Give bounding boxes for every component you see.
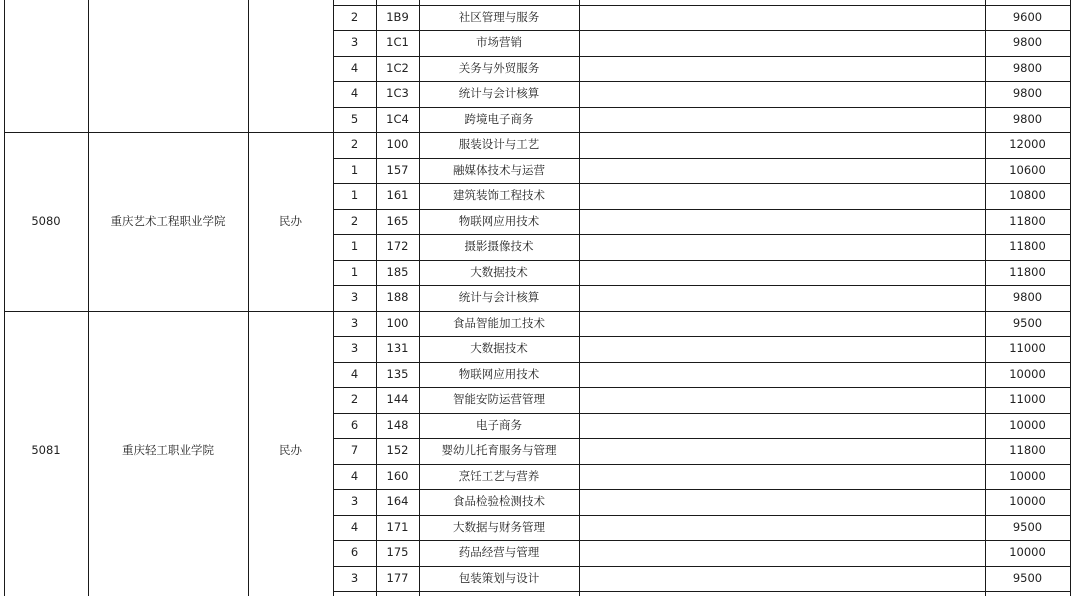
major-code-cell: 1B9 xyxy=(386,10,409,24)
batch-cell: 6 xyxy=(350,545,359,559)
major-code-cell: 161 xyxy=(386,188,409,202)
major-code-cell: 1C2 xyxy=(386,61,409,75)
tuition-cell: 9800 xyxy=(1012,290,1043,304)
tuition-cell: 9800 xyxy=(1012,112,1043,126)
batch-cell: 3 xyxy=(350,341,359,355)
batch-cell: 1 xyxy=(350,188,359,202)
major-name-cell: 摄影摄像技术 xyxy=(464,239,534,253)
major-code-cell: 131 xyxy=(386,341,409,355)
tuition-cell: 11800 xyxy=(1009,239,1046,253)
major-name-cell: 社区管理与服务 xyxy=(458,10,540,24)
tuition-cell: 11800 xyxy=(1009,265,1046,279)
batch-cell: 2 xyxy=(350,392,359,406)
batch-cell: 1 xyxy=(350,265,359,279)
batch-cell: 4 xyxy=(350,469,359,483)
major-name-cell: 药品经营与管理 xyxy=(458,545,540,559)
major-name-cell: 食品智能加工技术 xyxy=(453,316,545,330)
major-name-cell: 电子商务 xyxy=(476,418,522,432)
major-name-cell: 统计与会计核算 xyxy=(458,86,540,100)
batch-cell: 3 xyxy=(350,494,359,508)
major-code-cell: 172 xyxy=(386,239,409,253)
major-name-cell: 大数据与财务管理 xyxy=(453,520,545,534)
major-code-cell: 148 xyxy=(386,418,409,432)
tuition-cell: 9800 xyxy=(1012,35,1043,49)
batch-cell: 2 xyxy=(350,137,359,151)
major-name-cell: 服装设计与工艺 xyxy=(458,137,540,151)
school-name-cell: 重庆轻工职业学院 xyxy=(122,443,214,458)
major-name-cell: 物联网应用技术 xyxy=(458,367,540,381)
tuition-cell: 10000 xyxy=(1009,469,1046,483)
tuition-cell: 12000 xyxy=(1009,137,1046,151)
tuition-cell: 10000 xyxy=(1009,367,1046,381)
school-type-cell: 民办 xyxy=(279,213,302,228)
major-code-cell: 135 xyxy=(386,367,409,381)
major-code-cell: 100 xyxy=(386,137,409,151)
batch-cell: 4 xyxy=(350,61,359,75)
batch-cell: 4 xyxy=(350,86,359,100)
major-code-cell: 177 xyxy=(386,571,409,585)
major-name-cell: 食品检验检测技术 xyxy=(453,494,545,508)
tuition-cell: 9500 xyxy=(1012,316,1043,330)
major-code-cell: 1C4 xyxy=(386,112,409,126)
major-name-cell: 市场营销 xyxy=(476,35,522,49)
major-name-cell: 婴幼儿托育服务与管理 xyxy=(441,443,557,457)
major-name-cell: 统计与会计核算 xyxy=(458,290,540,304)
major-code-cell: 1C3 xyxy=(386,86,409,100)
column-rule xyxy=(1070,0,1071,596)
batch-cell: 3 xyxy=(350,35,359,49)
batch-cell: 2 xyxy=(350,214,359,228)
major-name-cell: 融媒体技术与运营 xyxy=(453,163,545,177)
major-name-cell: 智能安防运营管理 xyxy=(453,392,545,406)
major-name-cell: 关务与外贸服务 xyxy=(458,61,540,75)
major-name-cell: 建筑装饰工程技术 xyxy=(453,188,545,202)
school-code-cell: 5081 xyxy=(31,443,61,458)
batch-cell: 6 xyxy=(350,418,359,432)
tuition-cell: 10000 xyxy=(1009,545,1046,559)
major-code-cell: 171 xyxy=(386,520,409,534)
column-rule xyxy=(579,0,580,596)
tuition-cell: 11800 xyxy=(1009,214,1046,228)
major-name-cell: 包装策划与设计 xyxy=(458,571,540,585)
major-code-cell: 144 xyxy=(386,392,409,406)
batch-cell: 3 xyxy=(350,316,359,330)
tuition-cell: 9800 xyxy=(1012,86,1043,100)
batch-cell: 3 xyxy=(350,571,359,585)
tuition-cell: 11000 xyxy=(1009,341,1046,355)
school-type-cell: 民办 xyxy=(279,443,302,458)
major-code-cell: 100 xyxy=(386,316,409,330)
major-code-cell: 157 xyxy=(386,163,409,177)
tuition-cell: 10600 xyxy=(1009,163,1046,177)
tuition-cell: 9500 xyxy=(1012,571,1043,585)
major-code-cell: 160 xyxy=(386,469,409,483)
tuition-cell: 10000 xyxy=(1009,494,1046,508)
batch-cell: 2 xyxy=(350,10,359,24)
school-name-cell: 重庆艺术工程职业学院 xyxy=(110,213,226,228)
tuition-cell: 10000 xyxy=(1009,418,1046,432)
tuition-cell: 9500 xyxy=(1012,520,1043,534)
major-name-cell: 大数据技术 xyxy=(470,265,528,279)
major-name-cell: 大数据技术 xyxy=(470,341,528,355)
tuition-cell: 9600 xyxy=(1012,10,1043,24)
batch-cell: 7 xyxy=(350,443,359,457)
major-code-cell: 164 xyxy=(386,494,409,508)
major-code-cell: 188 xyxy=(386,290,409,304)
major-name-cell: 烹饪工艺与营养 xyxy=(458,469,540,483)
major-code-cell: 1C1 xyxy=(386,35,409,49)
tuition-cell: 11800 xyxy=(1009,443,1046,457)
major-code-cell: 175 xyxy=(386,545,409,559)
major-name-cell: 物联网应用技术 xyxy=(458,214,540,228)
major-name-cell: 跨境电子商务 xyxy=(464,112,534,126)
tuition-cell: 11000 xyxy=(1009,392,1046,406)
batch-cell: 4 xyxy=(350,367,359,381)
major-code-cell: 152 xyxy=(386,443,409,457)
major-code-cell: 165 xyxy=(386,214,409,228)
batch-cell: 5 xyxy=(350,112,359,126)
batch-cell: 4 xyxy=(350,520,359,534)
school-code-cell: 5080 xyxy=(31,213,61,228)
tuition-cell: 9800 xyxy=(1012,61,1043,75)
major-code-cell: 185 xyxy=(386,265,409,279)
batch-cell: 3 xyxy=(350,290,359,304)
batch-cell: 1 xyxy=(350,163,359,177)
tuition-cell: 10800 xyxy=(1009,188,1046,202)
batch-cell: 1 xyxy=(350,239,359,253)
